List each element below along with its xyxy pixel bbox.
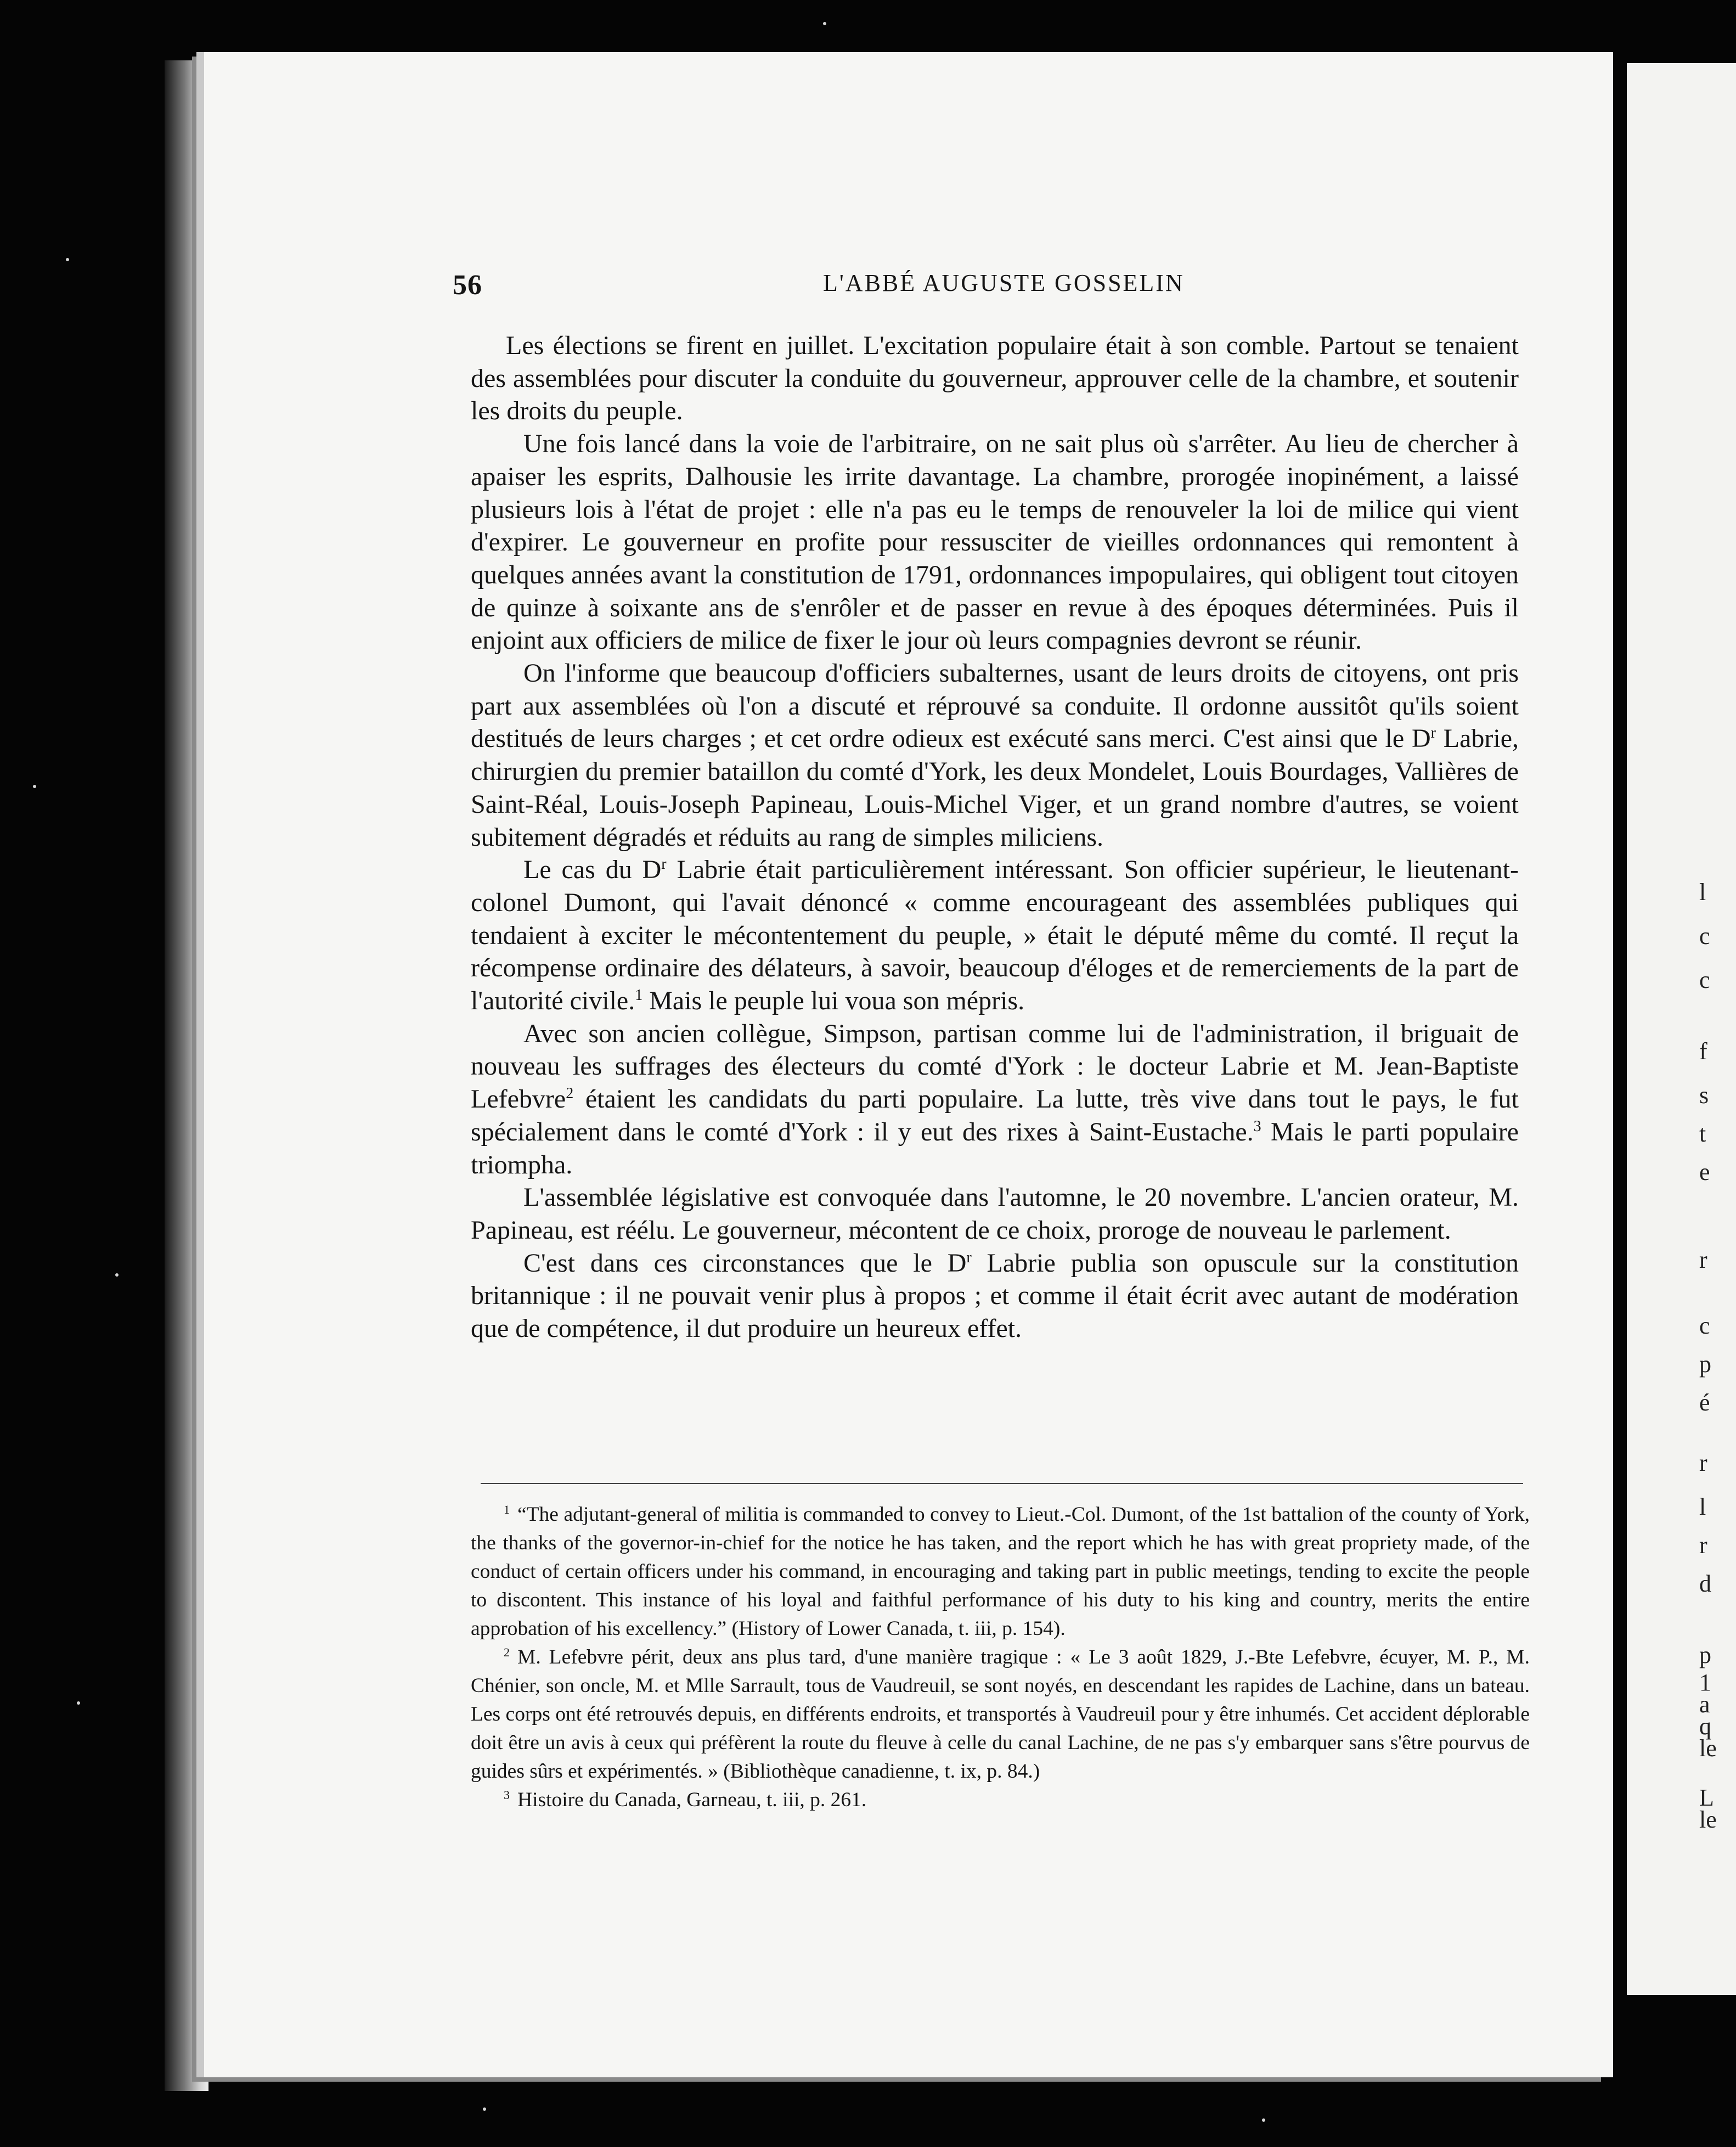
body-text	[471, 329, 1519, 1345]
adjacent-page-fragment: 1	[1699, 1669, 1711, 1696]
paragraph-text: étaient les candidats du parti populaire. La lutte, très vive dans tout le pays, le fut spécialement dans le comté d'York : il y eut des rixes à Saint-Eustache.	[471, 1084, 1519, 1146]
body-paragraph	[471, 1247, 1519, 1345]
paragraph-text: C'est dans ces circonstances que le D	[523, 1248, 967, 1278]
adjacent-page-fragment: p	[1699, 1642, 1711, 1668]
paragraph-text: Mais le parti populaire triompha.	[471, 1117, 1519, 1179]
paragraph-text: Labrie était particulièrement intéressant. Son officier supérieur, le lieutenant-colonel Dumont, qui l'avait dénoncé « comme encourageant des assemblées publiques qui tendaient à exciter le mécontentement du peuple, » était le député même du comté. Il reçut la récompense ordinaire des délateurs, à savoir, beaucoup d'éloges et de remerciements de la part de l'autorité civile.	[471, 855, 1519, 1016]
adjacent-page-fragment: c	[1699, 966, 1710, 993]
adjacent-page-fragment: le	[1699, 1735, 1717, 1762]
adjacent-page-fragment: c	[1699, 923, 1710, 949]
adjacent-page-fragment: t	[1699, 1120, 1706, 1147]
footnote-number: 3	[504, 1788, 510, 1802]
adjacent-page-fragment: e	[1699, 1159, 1710, 1185]
page-header	[453, 269, 1528, 307]
footnote-text: M. Lefebvre périt, deux ans plus tard, d'une manière tragique : « Le 3 août 1829, J.-Bte Lefebvre, écuyer, M. P., M. Chénier, son oncle, M. et Mlle Sarrault, tous de Vaudreuil, se sont noyés, en descendant les rapides de Lachine, dans un bateau. Les corps ont été retrouvés depuis, en différents endroits, et transportés à Vaudreuil pour y être inhumés. Cet accident déplorable doit être un avis à ceux qui préfèrent la route du fleuve à celle du canal Lachine, de ne pas s'y embarquer sans s'être pourvus de guides sûrs et expérimentés. » (Bibliothèque canadienne, t. ix, p. 84.)	[471, 1646, 1530, 1783]
footnote	[471, 1786, 1530, 1814]
adjacent-page-fragment: d	[1699, 1570, 1711, 1597]
abbreviation-superscript: r	[661, 856, 667, 873]
scan-speck	[66, 258, 69, 261]
footnote	[471, 1500, 1530, 1643]
footnote	[471, 1643, 1530, 1786]
footnote-number: 2	[504, 1645, 510, 1659]
body-paragraph	[471, 1181, 1519, 1246]
adjacent-page-fragment: le	[1699, 1806, 1717, 1833]
paragraph-text: Une fois lancé dans la voie de l'arbitraire, on ne sait plus où s'arrêter. Au lieu de chercher à apaiser les esprits, Dalhousie les irrite davantage. La chambre, prorogée inopinément, a laissé plusieurs lois à l'état de projet : elle n'a pas eu le temps de renouveler la loi de milice qui vient d'expirer. Le gouverneur en profite pour ressusciter de vieilles ordonnances qui remontent à quelques années avant la constitution de 1791, ordonnances impopulaires, qui obligent tout citoyen de quinze à soixante ans de s'enrôler et de passer en revue à des époques déterminées. Puis il enjoint aux officiers de milice de fixer le jour où leurs compagnies devront se réunir.	[471, 429, 1519, 655]
body-paragraph	[471, 657, 1519, 853]
footnote-number: 1	[504, 1502, 510, 1516]
paragraph-text: On l'informe que beaucoup d'officiers subalternes, usant de leurs droits de citoyens, ont pris part aux assemblées où l'on a discuté et réprouvé sa conduite. Il ordonne aussitôt qu'ils soient destitués de leurs charges ; et cet ordre odieux est exécuté sans merci. C'est ainsi que le D	[471, 659, 1519, 754]
paragraph-text: Labrie publia son opuscule sur la constitution britannique : il ne pouvait venir plus à propos ; et comme il était écrit avec autant de modération que de compétence, il dut produire un heureux effet.	[471, 1248, 1519, 1344]
footnote-text: Histoire du Canada, Garneau, t. iii, p. 261.	[517, 1789, 867, 1811]
footnote-text: “The adjutant-general of militia is commanded to convey to Lieut.-Col. Dumont, of the 1st battalion of the county of York, the thanks of the governor-in-chief for the notice he has taken, and the report which he has with great propriety made, of the conduct of certain officers under his command, in encouraging and taking part in public meetings, tending to excite the people to discontent. This instance of his loyal and faithful performance of his duty to his king and country, merits the entire approbation of his excellency.” (History of Lower Canada, t. iii, p. 154).	[471, 1503, 1530, 1640]
scan-speck	[115, 1273, 119, 1277]
scan-speck	[77, 1701, 80, 1705]
adjacent-page-fragment: f	[1699, 1038, 1707, 1065]
body-paragraph	[471, 1018, 1519, 1182]
adjacent-page-fragment: r	[1699, 1532, 1707, 1559]
adjacent-page-fragment: c	[1699, 1312, 1710, 1339]
adjacent-page-fragment: r	[1699, 1449, 1707, 1476]
scan-speck	[1262, 2118, 1265, 2122]
adjacent-page-fragment: a	[1699, 1691, 1710, 1718]
scan-speck	[33, 785, 36, 788]
body-paragraph	[471, 428, 1519, 657]
paragraph-text: Les élections se firent en juillet. L'excitation populaire était à son comble. Partout se tenaient des assemblées pour discuter la conduite du gouverneur, approuver celle de la chambre, et soutenir les droits du peuple.	[471, 331, 1519, 426]
abbreviation-superscript: r	[966, 1249, 972, 1266]
abbreviation-superscript: r	[1430, 724, 1436, 742]
paragraph-text: Labrie, chirurgien du premier bataillon du comté d'York, les deux Mondelet, Louis Bourdages, Vallières de Saint-Réal, Louis-Joseph Papineau, Louis-Michel Viger, et un grand nombre d'autres, se voient subitement dégradés et réduits au rang de simples miliciens.	[471, 724, 1519, 852]
footnote-reference: 1	[635, 987, 643, 1004]
paragraph-text: Mais le peuple lui voua son mépris.	[642, 986, 1025, 1016]
running-title: L'ABBÉ AUGUSTE GOSSELIN	[823, 269, 1185, 296]
footnote-rule	[481, 1483, 1523, 1484]
footnotes	[471, 1500, 1530, 1814]
adjacent-page-fragment: p	[1699, 1351, 1711, 1378]
body-paragraph	[471, 329, 1519, 428]
paragraph-text: L'assemblée législative est convoquée dans l'automne, le 20 novembre. L'ancien orateur, M. Papineau, est réélu. Le gouverneur, mécontent de ce choix, proroge de nouveau le parlement.	[471, 1183, 1519, 1245]
adjacent-page-fragment: L	[1699, 1784, 1714, 1811]
adjacent-page-fragment: s	[1699, 1082, 1709, 1109]
adjacent-page-fragment: r	[1699, 1246, 1707, 1273]
page-edge-shadow	[165, 60, 208, 2091]
scan-speck	[823, 22, 826, 25]
paragraph-text: Le cas du D	[523, 855, 662, 885]
footnote-reference: 2	[566, 1085, 574, 1103]
adjacent-page	[1627, 63, 1736, 1995]
adjacent-page-fragment: é	[1699, 1389, 1710, 1416]
adjacent-page-fragment: l	[1699, 879, 1706, 906]
adjacent-page-fragment: q	[1699, 1713, 1711, 1740]
footnote-reference: 3	[1253, 1117, 1261, 1135]
paragraph-text: Avec son ancien collègue, Simpson, partisan comme lui de l'administration, il briguait de nouveau les suffrages des électeurs du comté d'York : le docteur Labrie et M. Jean-Baptiste Lefebvre	[471, 1019, 1519, 1114]
adjacent-page-fragment: l	[1699, 1493, 1706, 1520]
body-paragraph	[471, 853, 1519, 1018]
scan-speck	[483, 2107, 486, 2111]
page-number: 56	[453, 269, 482, 301]
